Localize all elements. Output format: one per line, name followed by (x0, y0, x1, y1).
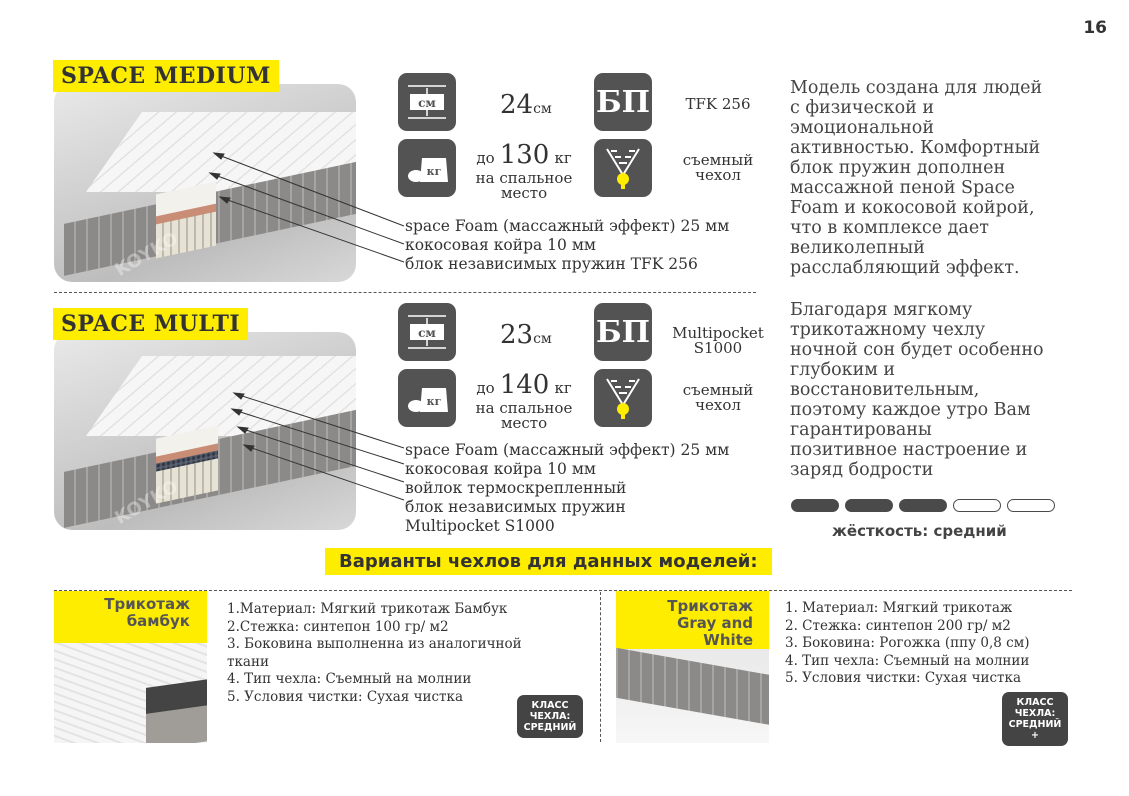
layer-item: кокосовая койра 10 мм (405, 236, 596, 254)
description-paragraph-1 (790, 78, 1042, 278)
cover-type (666, 153, 770, 183)
cover-spec-item: 2.Стежка: синтепон 100 гр/ м2 (227, 618, 449, 635)
ruler-cm-icon (398, 303, 456, 361)
badge-line: СРЕДНИЙ (1008, 719, 1062, 730)
model-title: SPACE MULTI (53, 308, 248, 340)
hardness-pill (953, 499, 1001, 512)
cover-type (666, 383, 770, 413)
layer-item: space Foam (массажный эффект) 25 мм (405, 217, 730, 235)
load-prefix: до (476, 149, 495, 167)
svg-text:кг: кг (426, 395, 442, 408)
description-line: расслабляющий эффект. (790, 258, 1020, 278)
hardness-pill (1007, 499, 1055, 512)
cover-class-badge (517, 695, 583, 738)
block-type (666, 97, 770, 112)
load-spec (466, 372, 582, 431)
load-line3: место (500, 184, 548, 202)
load-unit: кг (554, 149, 572, 167)
cover-title-line: бамбук (126, 612, 190, 630)
svg-text:см: см (418, 96, 436, 110)
cover-spec-item: 1.Материал: Мягкий трикотаж Бамбук (227, 601, 508, 617)
description-line: поэтому каждое утро Вам (790, 400, 1031, 420)
cover-specs (785, 600, 1029, 688)
hardness-pill (899, 499, 947, 512)
description-line: великолепный (790, 238, 925, 258)
description-line: ночной сон будет особенно (790, 340, 1044, 360)
description-line: заряд бодрости (790, 460, 934, 480)
badge-line: КЛАСС (531, 700, 569, 711)
layer-item: Multipocket S1000 (405, 517, 555, 535)
cover-spec-item: ткани (227, 653, 269, 670)
load-line3: место (500, 414, 548, 432)
cover-type-line1: съемный (682, 151, 754, 169)
description-line: гарантированы (790, 420, 932, 440)
cover-spec-item: 1. Материал: Мягкий трикотаж (785, 600, 1013, 616)
ruler-cm-icon (398, 73, 456, 131)
load-spec (466, 142, 582, 201)
cover-spec-item: 3. Боковина: Рогожка (ппу 0,8 см) (785, 635, 1030, 651)
cover-spec-item: 5. Условия чистки: Сухая чистка (785, 670, 1022, 686)
cover-type-line1: съемный (682, 381, 754, 399)
spring-block-icon (594, 73, 652, 131)
height-unit: см (533, 331, 552, 347)
hardness-label: жёсткость: средний (832, 522, 1007, 540)
description-line: массажной пеной Space (790, 178, 1015, 198)
cover-type-line2: чехол (695, 396, 741, 414)
height-spec (500, 320, 552, 350)
cover-spec-item: 5. Условия чистки: Сухая чистка (227, 688, 464, 705)
description-line: блок пружин дополнен (790, 158, 1006, 178)
cover-class-badge (1002, 692, 1068, 746)
weight-kg-icon (398, 139, 456, 197)
layer-item: блок независимых пружин TFK 256 (405, 255, 698, 273)
cover-type-line2: чехол (695, 166, 741, 184)
badge-line: ЧЕХЛА: (529, 711, 571, 722)
description-line: Модель создана для людей (790, 78, 1043, 98)
hardness-pill (791, 499, 839, 512)
description-paragraph-2 (790, 300, 1044, 480)
description-line: Foam и кокосовой койрой, (790, 198, 1035, 218)
block-label: БП (596, 84, 650, 120)
page-number: 16 (1083, 18, 1107, 38)
layer-pointer-lines-2 (200, 382, 410, 512)
load-line2: на спальное (475, 169, 573, 187)
cover-title (620, 598, 753, 649)
zipper-cover-icon (594, 369, 652, 427)
cover-title-line: White (703, 631, 753, 649)
description-line: Благодаря мягкому (790, 300, 973, 320)
cover-spec-item: 4. Тип чехла: Съемный на молнии (785, 652, 1030, 669)
description-line: позитивное настроение и (790, 440, 1028, 460)
cover-spec-item: 4. Тип чехла: Съемный на молнии (227, 671, 472, 687)
layer-list-space-multi (405, 441, 729, 536)
layer-item: войлок термоскрепленный (405, 479, 627, 497)
height-value: 23 (500, 320, 534, 350)
section-divider (54, 292, 756, 293)
description-line: глубоким и (790, 360, 896, 380)
layer-pointer-lines (200, 140, 410, 280)
cover-title-line: Трикотаж (104, 595, 190, 613)
load-value: 140 (499, 370, 550, 400)
layer-list-space-medium (405, 217, 729, 274)
cover-specs (227, 601, 522, 706)
load-value: 130 (499, 140, 550, 170)
description-line: эмоциональной (790, 118, 935, 138)
layer-item: блок независимых пружин (405, 498, 626, 516)
cover-title-line: Gray and (677, 614, 753, 632)
badge-line: + (1031, 730, 1039, 741)
block-type-line1: TFK 256 (685, 95, 751, 113)
hardness-scale (791, 499, 1055, 512)
description-line: активностью. Комфортный (790, 138, 1041, 158)
block-type-line2: S1000 (693, 339, 743, 357)
height-value: 24 (500, 90, 534, 120)
svg-text:кг: кг (426, 165, 442, 178)
cover-spec-item: 2. Стежка: синтепон 200 гр/ м2 (785, 617, 1011, 634)
height-spec (500, 90, 552, 120)
weight-kg-icon (398, 369, 456, 427)
description-line: восстановительным, (790, 380, 980, 400)
layer-item: кокосовая койра 10 мм (405, 460, 596, 478)
description-line: что в комплексе дает (790, 218, 989, 238)
height-unit: см (533, 101, 552, 117)
model-title: SPACE MEDIUM (53, 60, 279, 92)
covers-divider-middle (600, 592, 601, 742)
zipper-cover-icon (594, 139, 652, 197)
cover-title-line: Трикотаж (667, 597, 753, 615)
spring-block-icon (594, 303, 652, 361)
block-type-line1: Multipocket (672, 324, 764, 342)
description-line: с физической и (790, 98, 935, 118)
load-prefix: до (476, 379, 495, 397)
covers-banner: Варианты чехлов для данных моделей: (325, 548, 772, 575)
description-line: трикотажному чехлу (790, 320, 986, 340)
layer-item: space Foam (массажный эффект) 25 мм (405, 441, 730, 459)
load-line2: на спальное (475, 399, 573, 417)
block-type (666, 326, 770, 356)
cover-title (60, 596, 190, 630)
hardness-pill (845, 499, 893, 512)
cover-spec-item: 3. Боковина выполненна из аналогичной (227, 636, 522, 652)
load-unit: кг (554, 379, 572, 397)
badge-line: СРЕДНИЙ (523, 722, 577, 733)
watermark-text-2: KOYKO (111, 476, 182, 529)
badge-line: КЛАСС (1016, 697, 1054, 708)
block-label: БП (596, 314, 650, 350)
svg-text:см: см (418, 326, 436, 340)
watermark-text: KOYKO (111, 228, 182, 281)
badge-line: ЧЕХЛА: (1014, 708, 1056, 719)
